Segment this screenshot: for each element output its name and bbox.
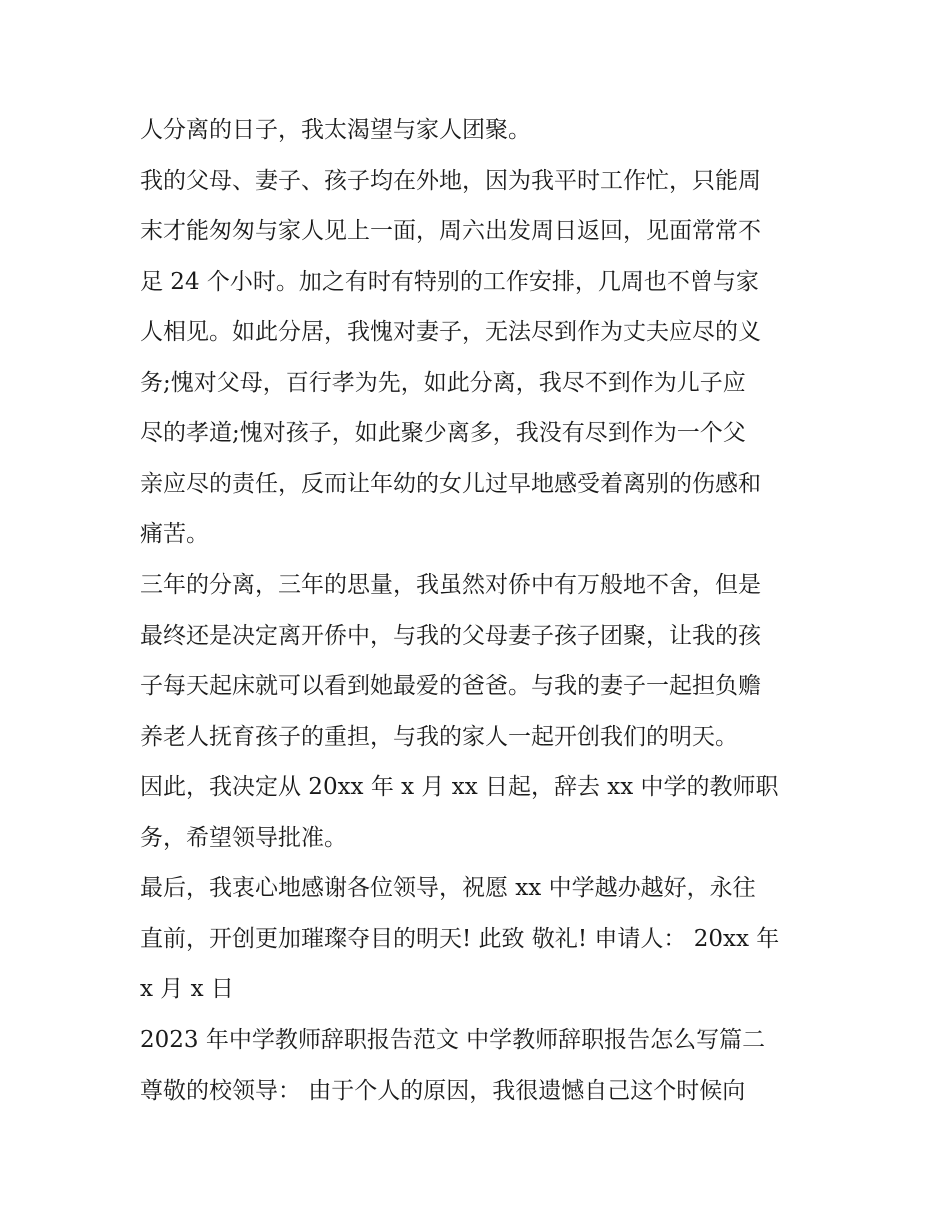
text-line: 务;愧对父母，百行孝为先，如此分离，我尽不到作为儿子应: [140, 370, 746, 396]
text-line: 尊敬的校领导： 由于个人的原因，我很遗憾自己这个时候向: [140, 1078, 746, 1104]
text-line: 子每天起床就可以看到她最爱的爸爸。与我的妻子一起担负赡: [140, 673, 761, 699]
text-line: 因此，我决定从 20xx 年 x 月 xx 日起，辞去 xx 中学的教师职: [140, 774, 779, 800]
text-line: 最后，我衷心地感谢各位领导，祝愿 xx 中学越办越好，永往: [140, 875, 756, 901]
text-line: 最终还是决定离开侨中，与我的父母妻子孩子团聚，让我的孩: [140, 623, 761, 649]
text-line: 务，希望领导批准。: [140, 825, 347, 851]
text-line: 直前，开创更加璀璨夺目的明天! 此致 敬礼! 申请人： 20xx 年: [140, 926, 780, 952]
text-line: 人分离的日子，我太渴望与家人团聚。: [140, 117, 531, 143]
text-line: x 月 x 日: [140, 976, 234, 1002]
text-line: 人相见。如此分居，我愧对妻子，无法尽到作为丈夫应尽的义: [140, 319, 761, 345]
text-line: 三年的分离，三年的思量，我虽然对侨中有万般地不舍，但是: [140, 572, 761, 598]
text-line: 尽的孝道;愧对孩子，如此聚少离多，我没有尽到作为一个父: [140, 420, 746, 446]
text-line: 足 24 个小时。加之有时有特别的工作安排，几周也不曾与家: [140, 269, 759, 295]
text-line: 亲应尽的责任，反而让年幼的女儿过早地感受着离别的伤感和: [140, 471, 761, 497]
text-line: 我的父母、妻子、孩子均在外地，因为我平时工作忙，只能周: [140, 168, 761, 194]
text-line: 痛苦。: [140, 521, 209, 547]
text-line: 养老人抚育孩子的重担，与我的家人一起开创我们的明天。: [140, 724, 738, 750]
text-line: 末才能匆匆与家人见上一面，周六出发周日返回，见面常常不: [140, 218, 761, 244]
text-line: 2023 年中学教师辞职报告范文 中学教师辞职报告怎么写篇二: [140, 1027, 766, 1053]
